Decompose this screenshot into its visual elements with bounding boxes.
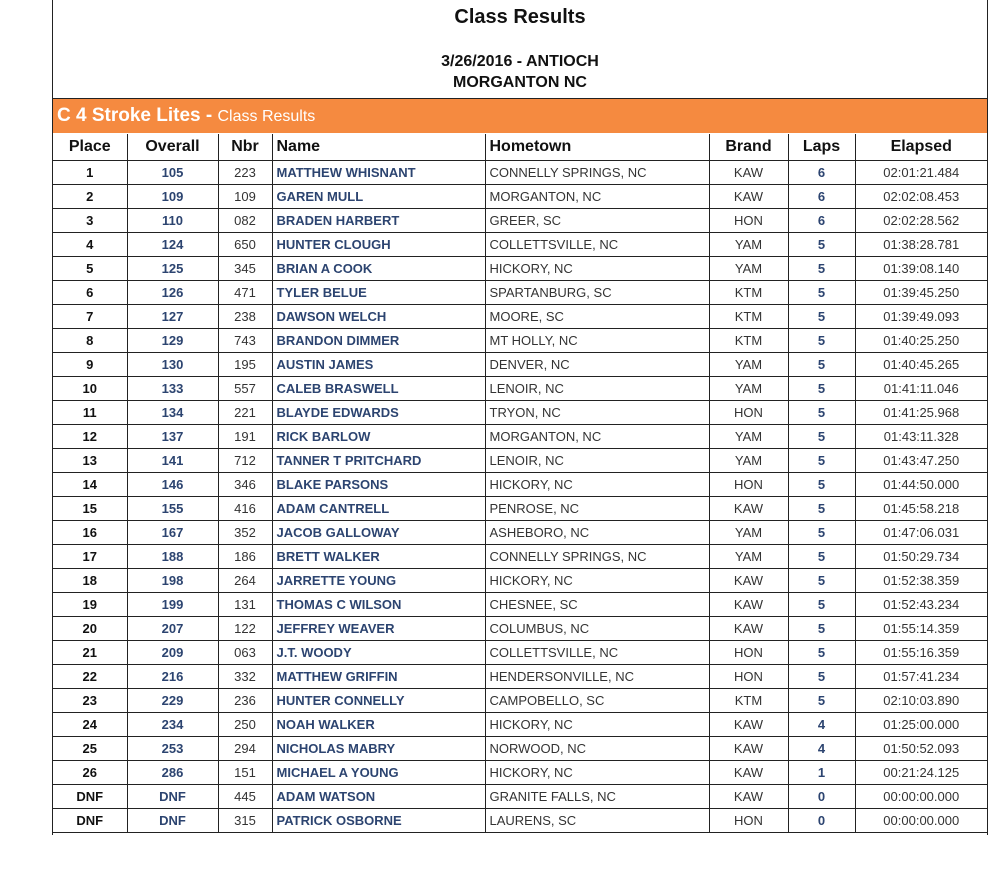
elapsed-cell: 01:45:58.218: [855, 497, 987, 521]
hometown-cell: LENOIR, NC: [485, 377, 709, 401]
hometown-cell: CONNELLY SPRINGS, NC: [485, 161, 709, 185]
place-cell: 18: [53, 569, 127, 593]
laps-cell: 5: [788, 689, 855, 713]
place-cell: 14: [53, 473, 127, 497]
brand-cell: KAW: [709, 593, 788, 617]
hometown-cell: HICKORY, NC: [485, 257, 709, 281]
brand-cell: KAW: [709, 617, 788, 641]
place-cell: 12: [53, 425, 127, 449]
hometown-cell: MT HOLLY, NC: [485, 329, 709, 353]
brand-cell: KTM: [709, 281, 788, 305]
elapsed-cell: 01:57:41.234: [855, 665, 987, 689]
number-cell: 131: [218, 593, 272, 617]
elapsed-cell: 01:52:43.234: [855, 593, 987, 617]
brand-cell: YAM: [709, 449, 788, 473]
place-cell: 26: [53, 761, 127, 785]
place-cell: DNF: [53, 785, 127, 809]
col-header-hometown: Hometown: [485, 134, 709, 161]
hometown-cell: CHESNEE, SC: [485, 593, 709, 617]
rider-name-cell: HUNTER CONNELLY: [272, 689, 485, 713]
class-name: C 4 Stroke Lites: [57, 105, 201, 126]
elapsed-cell: 01:25:00.000: [855, 713, 987, 737]
elapsed-cell: 02:02:08.453: [855, 185, 987, 209]
place-cell: 19: [53, 593, 127, 617]
rider-name-cell: JACOB GALLOWAY: [272, 521, 485, 545]
place-cell: 21: [53, 641, 127, 665]
laps-cell: 5: [788, 449, 855, 473]
laps-cell: 5: [788, 617, 855, 641]
laps-cell: 5: [788, 305, 855, 329]
table-row: [53, 185, 987, 209]
number-cell: 416: [218, 497, 272, 521]
event-location: MORGANTON NC: [453, 74, 587, 91]
place-cell: 5: [53, 257, 127, 281]
elapsed-cell: 01:55:16.359: [855, 641, 987, 665]
laps-cell: 5: [788, 569, 855, 593]
number-cell: 743: [218, 329, 272, 353]
place-cell: 15: [53, 497, 127, 521]
number-cell: 346: [218, 473, 272, 497]
class-separator: -: [200, 105, 218, 126]
rider-name-cell: BRETT WALKER: [272, 545, 485, 569]
brand-cell: KAW: [709, 761, 788, 785]
table-row: [53, 569, 987, 593]
overall-cell: 155: [127, 497, 218, 521]
elapsed-cell: 01:41:25.968: [855, 401, 987, 425]
col-header-overall: Overall: [127, 134, 218, 161]
brand-cell: YAM: [709, 545, 788, 569]
table-row: [53, 761, 987, 785]
overall-cell: 129: [127, 329, 218, 353]
elapsed-cell: 01:55:14.359: [855, 617, 987, 641]
place-cell: 16: [53, 521, 127, 545]
results-page: [52, 0, 988, 835]
table-row: [53, 473, 987, 497]
number-cell: 712: [218, 449, 272, 473]
hometown-cell: ASHEBORO, NC: [485, 521, 709, 545]
table-row: [53, 737, 987, 761]
rider-name-cell: BRIAN A COOK: [272, 257, 485, 281]
results-body: [53, 161, 987, 833]
table-row: [53, 545, 987, 569]
overall-cell: 188: [127, 545, 218, 569]
table-row: [53, 329, 987, 353]
hometown-cell: PENROSE, NC: [485, 497, 709, 521]
overall-cell: 253: [127, 737, 218, 761]
number-cell: 315: [218, 809, 272, 833]
hometown-cell: CONNELLY SPRINGS, NC: [485, 545, 709, 569]
overall-cell: DNF: [127, 785, 218, 809]
hometown-cell: HICKORY, NC: [485, 761, 709, 785]
brand-cell: KAW: [709, 737, 788, 761]
rider-name-cell: HUNTER CLOUGH: [272, 233, 485, 257]
laps-cell: 6: [788, 209, 855, 233]
laps-cell: 5: [788, 377, 855, 401]
elapsed-cell: 02:01:21.484: [855, 161, 987, 185]
brand-cell: YAM: [709, 353, 788, 377]
overall-cell: 234: [127, 713, 218, 737]
table-row: [53, 617, 987, 641]
hometown-cell: NORWOOD, NC: [485, 737, 709, 761]
hometown-cell: COLLETTSVILLE, NC: [485, 233, 709, 257]
brand-cell: KAW: [709, 161, 788, 185]
place-cell: 6: [53, 281, 127, 305]
number-cell: 238: [218, 305, 272, 329]
elapsed-cell: 01:40:25.250: [855, 329, 987, 353]
number-cell: 471: [218, 281, 272, 305]
place-cell: 13: [53, 449, 127, 473]
table-row: [53, 449, 987, 473]
brand-cell: KAW: [709, 785, 788, 809]
laps-cell: 0: [788, 809, 855, 833]
laps-cell: 4: [788, 737, 855, 761]
hometown-cell: HICKORY, NC: [485, 473, 709, 497]
hometown-cell: CAMPOBELLO, SC: [485, 689, 709, 713]
number-cell: 236: [218, 689, 272, 713]
brand-cell: KTM: [709, 689, 788, 713]
table-row: [53, 641, 987, 665]
elapsed-cell: 00:21:24.125: [855, 761, 987, 785]
hometown-cell: COLLETTSVILLE, NC: [485, 641, 709, 665]
overall-cell: 125: [127, 257, 218, 281]
rider-name-cell: RICK BARLOW: [272, 425, 485, 449]
rider-name-cell: JARRETTE YOUNG: [272, 569, 485, 593]
laps-cell: 5: [788, 329, 855, 353]
number-cell: 650: [218, 233, 272, 257]
number-cell: 063: [218, 641, 272, 665]
table-row: [53, 665, 987, 689]
table-row: [53, 353, 987, 377]
table-row: [53, 233, 987, 257]
brand-cell: KTM: [709, 305, 788, 329]
hometown-cell: HENDERSONVILLE, NC: [485, 665, 709, 689]
rider-name-cell: DAWSON WELCH: [272, 305, 485, 329]
number-cell: 557: [218, 377, 272, 401]
table-row: [53, 209, 987, 233]
table-row: [53, 161, 987, 185]
brand-cell: YAM: [709, 257, 788, 281]
laps-cell: 5: [788, 545, 855, 569]
table-row: [53, 521, 987, 545]
hometown-cell: MORGANTON, NC: [485, 425, 709, 449]
laps-cell: 6: [788, 185, 855, 209]
report-header: [53, 0, 987, 99]
hometown-cell: SPARTANBURG, SC: [485, 281, 709, 305]
hometown-cell: GRANITE FALLS, NC: [485, 785, 709, 809]
table-header-row: [53, 134, 987, 161]
overall-cell: 130: [127, 353, 218, 377]
brand-cell: HON: [709, 809, 788, 833]
table-row: [53, 305, 987, 329]
rider-name-cell: NICHOLAS MABRY: [272, 737, 485, 761]
table-row: [53, 713, 987, 737]
rider-name-cell: BLAYDE EDWARDS: [272, 401, 485, 425]
hometown-cell: DENVER, NC: [485, 353, 709, 377]
place-cell: 24: [53, 713, 127, 737]
laps-cell: 5: [788, 497, 855, 521]
rider-name-cell: NOAH WALKER: [272, 713, 485, 737]
brand-cell: KTM: [709, 329, 788, 353]
place-cell: 2: [53, 185, 127, 209]
number-cell: 191: [218, 425, 272, 449]
rider-name-cell: PATRICK OSBORNE: [272, 809, 485, 833]
elapsed-cell: 01:39:08.140: [855, 257, 987, 281]
number-cell: 082: [218, 209, 272, 233]
elapsed-cell: 00:00:00.000: [855, 809, 987, 833]
elapsed-cell: 02:02:28.562: [855, 209, 987, 233]
overall-cell: 134: [127, 401, 218, 425]
table-row: [53, 281, 987, 305]
rider-name-cell: J.T. WOODY: [272, 641, 485, 665]
table-row: [53, 593, 987, 617]
number-cell: 151: [218, 761, 272, 785]
elapsed-cell: 01:47:06.031: [855, 521, 987, 545]
overall-cell: 110: [127, 209, 218, 233]
place-cell: 9: [53, 353, 127, 377]
laps-cell: 5: [788, 401, 855, 425]
overall-cell: 126: [127, 281, 218, 305]
place-cell: 7: [53, 305, 127, 329]
number-cell: 250: [218, 713, 272, 737]
place-cell: 8: [53, 329, 127, 353]
place-cell: 20: [53, 617, 127, 641]
rider-name-cell: THOMAS C WILSON: [272, 593, 485, 617]
overall-cell: 124: [127, 233, 218, 257]
laps-cell: 5: [788, 281, 855, 305]
elapsed-cell: 01:39:45.250: [855, 281, 987, 305]
overall-cell: 105: [127, 161, 218, 185]
rider-name-cell: ADAM CANTRELL: [272, 497, 485, 521]
table-row: [53, 425, 987, 449]
hometown-cell: HICKORY, NC: [485, 713, 709, 737]
place-cell: 11: [53, 401, 127, 425]
table-row: [53, 785, 987, 809]
elapsed-cell: 01:39:49.093: [855, 305, 987, 329]
number-cell: 352: [218, 521, 272, 545]
place-cell: 4: [53, 233, 127, 257]
elapsed-cell: 01:43:11.328: [855, 425, 987, 449]
hometown-cell: MOORE, SC: [485, 305, 709, 329]
brand-cell: HON: [709, 401, 788, 425]
hometown-cell: GREER, SC: [485, 209, 709, 233]
number-cell: 221: [218, 401, 272, 425]
overall-cell: 229: [127, 689, 218, 713]
table-row: [53, 377, 987, 401]
laps-cell: 5: [788, 665, 855, 689]
elapsed-cell: 01:41:11.046: [855, 377, 987, 401]
elapsed-cell: 01:40:45.265: [855, 353, 987, 377]
elapsed-cell: 01:43:47.250: [855, 449, 987, 473]
col-header-nbr: Nbr: [218, 134, 272, 161]
brand-cell: YAM: [709, 521, 788, 545]
brand-cell: KAW: [709, 569, 788, 593]
overall-cell: 199: [127, 593, 218, 617]
rider-name-cell: MATTHEW WHISNANT: [272, 161, 485, 185]
rider-name-cell: BRADEN HARBERT: [272, 209, 485, 233]
rider-name-cell: CALEB BRASWELL: [272, 377, 485, 401]
elapsed-cell: 01:52:38.359: [855, 569, 987, 593]
rider-name-cell: AUSTIN JAMES: [272, 353, 485, 377]
laps-cell: 5: [788, 425, 855, 449]
brand-cell: KAW: [709, 185, 788, 209]
rider-name-cell: BRANDON DIMMER: [272, 329, 485, 353]
overall-cell: 207: [127, 617, 218, 641]
number-cell: 195: [218, 353, 272, 377]
place-cell: 22: [53, 665, 127, 689]
overall-cell: 209: [127, 641, 218, 665]
number-cell: 109: [218, 185, 272, 209]
overall-cell: 286: [127, 761, 218, 785]
overall-cell: 109: [127, 185, 218, 209]
overall-cell: DNF: [127, 809, 218, 833]
elapsed-cell: 01:50:52.093: [855, 737, 987, 761]
overall-cell: 127: [127, 305, 218, 329]
class-header-bar: [53, 99, 987, 133]
place-cell: 3: [53, 209, 127, 233]
number-cell: 345: [218, 257, 272, 281]
elapsed-cell: 00:00:00.000: [855, 785, 987, 809]
brand-cell: KAW: [709, 713, 788, 737]
laps-cell: 5: [788, 593, 855, 617]
rider-name-cell: GAREN MULL: [272, 185, 485, 209]
table-row: [53, 257, 987, 281]
overall-cell: 198: [127, 569, 218, 593]
overall-cell: 141: [127, 449, 218, 473]
elapsed-cell: 01:44:50.000: [855, 473, 987, 497]
hometown-cell: MORGANTON, NC: [485, 185, 709, 209]
rider-name-cell: MATTHEW GRIFFIN: [272, 665, 485, 689]
col-header-laps: Laps: [788, 134, 855, 161]
number-cell: 264: [218, 569, 272, 593]
brand-cell: YAM: [709, 233, 788, 257]
table-row: [53, 809, 987, 833]
place-cell: 17: [53, 545, 127, 569]
brand-cell: HON: [709, 473, 788, 497]
place-cell: 10: [53, 377, 127, 401]
laps-cell: 5: [788, 233, 855, 257]
overall-cell: 146: [127, 473, 218, 497]
laps-cell: 1: [788, 761, 855, 785]
rider-name-cell: JEFFREY WEAVER: [272, 617, 485, 641]
laps-cell: 5: [788, 473, 855, 497]
laps-cell: 4: [788, 713, 855, 737]
laps-cell: 5: [788, 257, 855, 281]
elapsed-cell: 02:10:03.890: [855, 689, 987, 713]
number-cell: 223: [218, 161, 272, 185]
overall-cell: 137: [127, 425, 218, 449]
brand-cell: HON: [709, 641, 788, 665]
rider-name-cell: TANNER T PRITCHARD: [272, 449, 485, 473]
number-cell: 445: [218, 785, 272, 809]
brand-cell: KAW: [709, 497, 788, 521]
table-row: [53, 401, 987, 425]
elapsed-cell: 01:38:28.781: [855, 233, 987, 257]
brand-cell: YAM: [709, 425, 788, 449]
hometown-cell: TRYON, NC: [485, 401, 709, 425]
col-header-place: Place: [53, 134, 127, 161]
table-row: [53, 497, 987, 521]
place-cell: 25: [53, 737, 127, 761]
hometown-cell: HICKORY, NC: [485, 569, 709, 593]
number-cell: 332: [218, 665, 272, 689]
hometown-cell: LENOIR, NC: [485, 449, 709, 473]
laps-cell: 5: [788, 521, 855, 545]
laps-cell: 0: [788, 785, 855, 809]
place-cell: DNF: [53, 809, 127, 833]
brand-cell: HON: [709, 209, 788, 233]
hometown-cell: LAURENS, SC: [485, 809, 709, 833]
class-subtitle: Class Results: [217, 108, 316, 125]
laps-cell: 5: [788, 353, 855, 377]
hometown-cell: COLUMBUS, NC: [485, 617, 709, 641]
rider-name-cell: TYLER BELUE: [272, 281, 485, 305]
overall-cell: 133: [127, 377, 218, 401]
results-table: [53, 134, 987, 833]
event-date-line: 3/26/2016 - ANTIOCH: [441, 53, 599, 70]
rider-name-cell: BLAKE PARSONS: [272, 473, 485, 497]
table-row: [53, 689, 987, 713]
place-cell: 1: [53, 161, 127, 185]
col-header-brand: Brand: [709, 134, 788, 161]
place-cell: 23: [53, 689, 127, 713]
rider-name-cell: ADAM WATSON: [272, 785, 485, 809]
page-title: Class Results: [454, 6, 586, 28]
elapsed-cell: 01:50:29.734: [855, 545, 987, 569]
number-cell: 122: [218, 617, 272, 641]
overall-cell: 167: [127, 521, 218, 545]
col-header-elapsed: Elapsed: [855, 134, 987, 161]
col-header-name: Name: [272, 134, 485, 161]
rider-name-cell: MICHAEL A YOUNG: [272, 761, 485, 785]
overall-cell: 216: [127, 665, 218, 689]
number-cell: 294: [218, 737, 272, 761]
number-cell: 186: [218, 545, 272, 569]
brand-cell: HON: [709, 665, 788, 689]
laps-cell: 6: [788, 161, 855, 185]
laps-cell: 5: [788, 641, 855, 665]
brand-cell: YAM: [709, 377, 788, 401]
